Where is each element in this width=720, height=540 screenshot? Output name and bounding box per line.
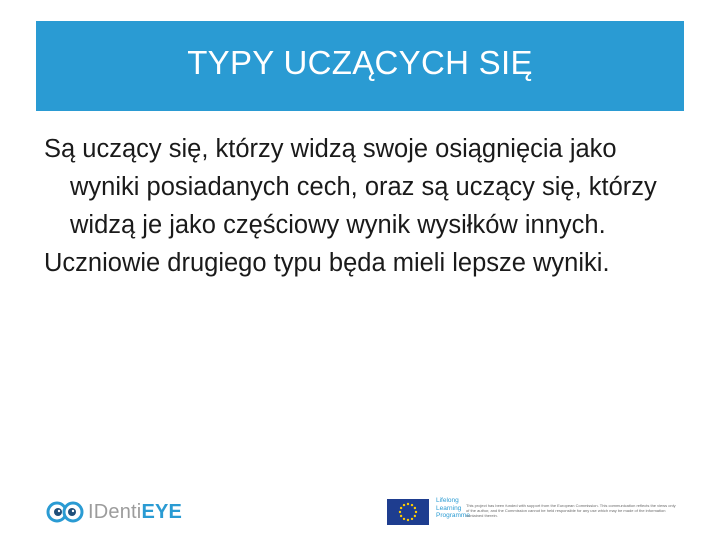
logo-text-bold: EYE xyxy=(141,500,183,523)
logo-wordmark xyxy=(88,501,182,524)
eu-disclaimer: This project has been funded with support from the European Commission. This communication reflects the views only of the author, and the Commission cannot be held responsible for any use which may be made of the information contained therein. xyxy=(466,503,676,519)
identieye-logo xyxy=(46,498,182,526)
eu-flag-icon xyxy=(387,499,429,525)
body-paragraph-2: Uczniowie drugiego typu będa mieli lepsze wyniki. xyxy=(44,249,610,277)
slide-body xyxy=(44,130,684,282)
footer xyxy=(0,490,720,534)
eye-logo-icon xyxy=(46,499,86,525)
title-bar xyxy=(36,21,684,111)
llp-label: Lifelong Learning Programme xyxy=(436,497,470,519)
slide-title: TYPY UCZĄCYCH SIĘ xyxy=(187,44,533,81)
logo-text-light: IDenti xyxy=(88,500,142,523)
body-paragraph-1: Są uczący się, którzy widzą swoje osiągnięcia jako wyniki posiadanych cech, oraz są uczący się, którzy widzą je jako częściowy wynik wysiłków innych. xyxy=(44,135,657,239)
